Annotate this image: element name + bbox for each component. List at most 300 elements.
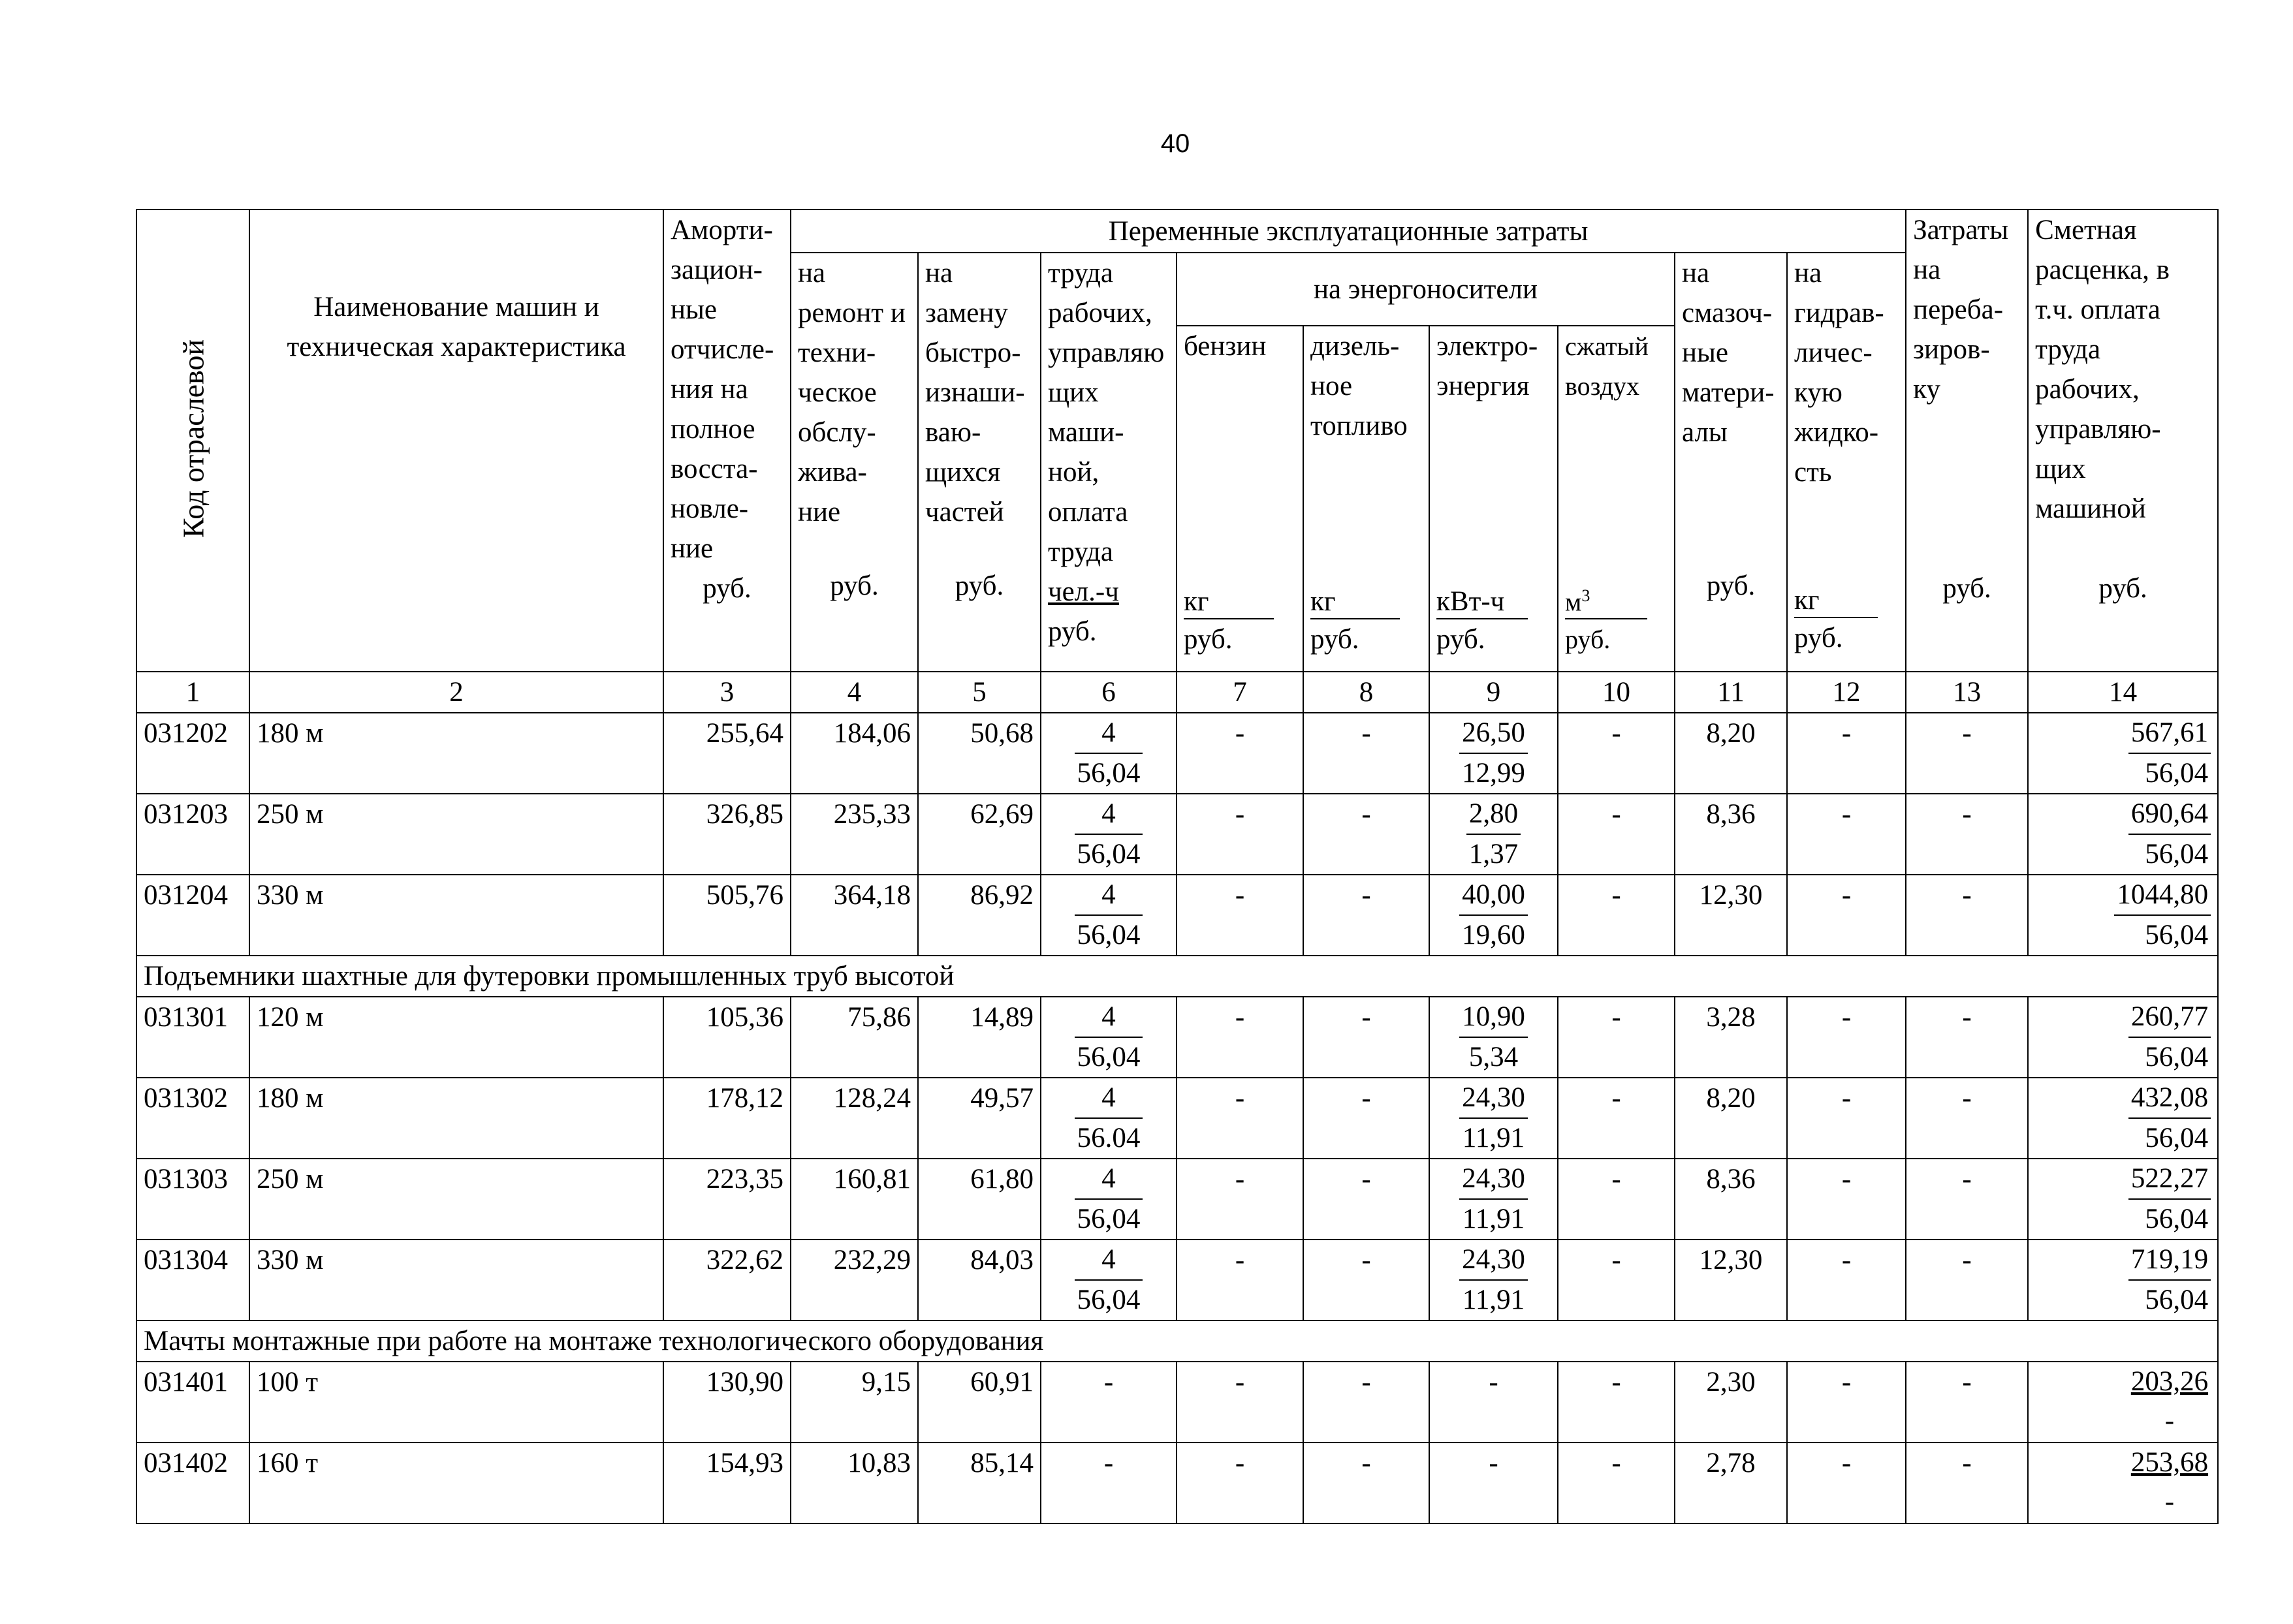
row-estimate-top: 203,26	[2130, 1366, 2209, 1397]
header-air-unit-top: $м^3$	[1565, 580, 1647, 619]
row-name: 180 м	[249, 1078, 663, 1159]
labor-line: управляю	[1048, 337, 1165, 368]
table-body	[136, 713, 2218, 1523]
header-hydraulic-unit-top: кг	[1794, 584, 1878, 618]
table-row	[136, 875, 2218, 956]
header-code	[136, 210, 249, 672]
column-index: 13	[1906, 672, 2028, 713]
row-gasoline: -	[1177, 875, 1303, 956]
row-labor	[1041, 875, 1177, 956]
row-amortization: 154,93	[663, 1443, 791, 1523]
est-line: машиной	[2035, 493, 2146, 524]
row-repair: 184,06	[791, 713, 918, 794]
row-estimate-bottom: -	[2164, 1405, 2175, 1436]
row-electric-top: 40,00	[1459, 875, 1528, 916]
row-labor-top: 4	[1075, 794, 1143, 835]
row-labor-bottom: 56,04	[1077, 920, 1141, 950]
table-header	[136, 210, 2218, 672]
row-repair: 10,83	[791, 1443, 918, 1523]
diesel-line: дизель-	[1310, 331, 1400, 362]
table-row	[136, 794, 2218, 875]
row-hydraulic: -	[1787, 794, 1906, 875]
row-electric-top: 26,50	[1459, 713, 1528, 754]
column-index: 10	[1558, 672, 1675, 713]
row-diesel: -	[1303, 875, 1429, 956]
row-amortization: 130,90	[663, 1362, 791, 1443]
column-index: 11	[1675, 672, 1787, 713]
lub-line: на	[1682, 258, 1710, 289]
header-electric-unit-bottom: руб.	[1436, 624, 1485, 655]
reloc-line: Затраты	[1913, 215, 2009, 245]
diesel-line: топливо	[1310, 411, 1408, 441]
row-gasoline: -	[1177, 713, 1303, 794]
parts-line: быстро-	[925, 337, 1021, 368]
row-labor-top: 4	[1075, 997, 1143, 1038]
reloc-line: ку	[1913, 374, 1940, 405]
header-lubricants-text	[1682, 253, 1780, 452]
row-electric-bottom: 5,34	[1468, 1042, 1519, 1072]
row-parts: 49,57	[918, 1078, 1041, 1159]
page-number: 40	[1160, 129, 1190, 158]
header-labor	[1041, 253, 1177, 672]
amort-line: восста-	[671, 454, 758, 484]
header-repair-text	[798, 253, 911, 532]
row-air: -	[1558, 997, 1675, 1078]
row-electric-bottom: 1,37	[1468, 839, 1519, 869]
row-electric-top: 24,30	[1459, 1078, 1528, 1119]
est-line: расценка, в	[2035, 255, 2170, 285]
table-row	[136, 1078, 2218, 1159]
row-name: 250 м	[249, 1159, 663, 1240]
row-relocation: -	[1906, 1240, 2028, 1320]
row-name: 100 т	[249, 1362, 663, 1443]
row-estimate-bottom: 56,04	[2145, 1042, 2209, 1072]
row-lubricants: 12,30	[1675, 1240, 1787, 1320]
header-hydraulic	[1787, 253, 1906, 672]
row-parts: 85,14	[918, 1443, 1041, 1523]
amort-line: зацион-	[671, 255, 763, 285]
row-labor-top: 4	[1075, 875, 1143, 916]
table-row	[136, 1362, 2218, 1443]
header-electric-unit-top: кВт-ч	[1436, 586, 1528, 619]
amort-line: ние	[671, 533, 714, 564]
row-estimate	[2028, 794, 2218, 875]
row-electric-bottom: 19,60	[1462, 920, 1525, 950]
row-lubricants: 2,30	[1675, 1362, 1787, 1443]
row-electric	[1429, 1240, 1558, 1320]
cost-table	[136, 209, 2219, 1524]
row-hydraulic: -	[1787, 997, 1906, 1078]
row-lubricants: 12,30	[1675, 875, 1787, 956]
row-name: 120 м	[249, 997, 663, 1078]
header-repair-unit: руб.	[830, 570, 879, 601]
column-index: 4	[791, 672, 918, 713]
row-parts: 14,89	[918, 997, 1041, 1078]
row-estimate	[2028, 1159, 2218, 1240]
row-amortization: 322,62	[663, 1240, 791, 1320]
row-air: -	[1558, 1240, 1675, 1320]
row-diesel: -	[1303, 997, 1429, 1078]
row-electric-bottom: 11,91	[1462, 1204, 1525, 1234]
row-labor-bottom: 56,04	[1077, 1042, 1141, 1072]
header-parts	[918, 253, 1041, 672]
row-labor	[1041, 794, 1177, 875]
row-amortization: 326,85	[663, 794, 791, 875]
amort-line: ния на	[671, 374, 748, 405]
row-relocation: -	[1906, 1443, 2028, 1523]
row-lubricants: 3,28	[1675, 997, 1787, 1078]
row-relocation: -	[1906, 875, 2028, 956]
header-diesel-unit-bottom: руб.	[1310, 624, 1359, 655]
row-estimate	[2028, 1443, 2218, 1523]
header-hydraulic-text	[1794, 253, 1899, 492]
column-index: 12	[1787, 672, 1906, 713]
row-estimate-top: 432,08	[2128, 1078, 2211, 1119]
row-parts: 84,03	[918, 1240, 1041, 1320]
row-hydraulic: -	[1787, 1240, 1906, 1320]
column-index: 9	[1429, 672, 1558, 713]
row-electric-bottom: 11,91	[1462, 1285, 1525, 1315]
row-hydraulic: -	[1787, 1443, 1906, 1523]
row-gasoline: -	[1177, 1159, 1303, 1240]
row-parts: 50,68	[918, 713, 1041, 794]
repair-line: техни-	[798, 337, 876, 368]
column-index: 7	[1177, 672, 1303, 713]
est-line: рабочих,	[2035, 374, 2140, 405]
row-lubricants: 8,36	[1675, 794, 1787, 875]
hyd-line: сть	[1794, 457, 1832, 488]
table-row	[136, 713, 2218, 794]
row-electric: -	[1429, 1443, 1558, 1523]
header-energy: на энергоносители	[1177, 253, 1675, 326]
row-diesel: -	[1303, 1159, 1429, 1240]
column-index: 1	[136, 672, 249, 713]
parts-line: щихся	[925, 457, 1001, 488]
row-code: 031204	[136, 875, 249, 956]
row-amortization: 223,35	[663, 1159, 791, 1240]
row-estimate-bottom: 56,04	[2145, 1285, 2209, 1315]
row-lubricants: 8,36	[1675, 1159, 1787, 1240]
row-air: -	[1558, 1078, 1675, 1159]
repair-line: обслу-	[798, 417, 876, 448]
header-electric-text	[1436, 326, 1551, 406]
row-amortization: 178,12	[663, 1078, 791, 1159]
repair-line: ние	[798, 497, 841, 527]
reloc-line: на	[1913, 255, 1941, 285]
amort-line: полное	[671, 414, 755, 445]
row-estimate-top: 522,27	[2128, 1159, 2211, 1200]
row-labor	[1041, 1240, 1177, 1320]
section-title: Подъемники шахтные для футеровки промышленных труб высотой	[136, 956, 2218, 997]
section-row	[136, 1320, 2218, 1362]
row-estimate-bottom: 56,04	[2145, 920, 2209, 950]
row-repair: 160,81	[791, 1159, 918, 1240]
row-relocation: -	[1906, 713, 2028, 794]
row-hydraulic: -	[1787, 1362, 1906, 1443]
row-relocation: -	[1906, 1159, 2028, 1240]
lub-line: ные	[1682, 337, 1728, 368]
row-electric-top: 24,30	[1459, 1159, 1528, 1200]
repair-line: на	[798, 258, 826, 289]
header-variable-costs: Переменные эксплуатационные затраты	[791, 210, 1906, 253]
row-estimate-bottom: 56,04	[2145, 758, 2209, 789]
row-hydraulic: -	[1787, 713, 1906, 794]
row-labor	[1041, 997, 1177, 1078]
row-electric	[1429, 794, 1558, 875]
row-air: -	[1558, 1362, 1675, 1443]
header-estimate	[2028, 210, 2218, 672]
parts-line: изнаши-	[925, 377, 1025, 408]
est-line: т.ч. оплата	[2035, 294, 2160, 325]
row-labor-bottom: 56,04	[1077, 1285, 1141, 1315]
row-relocation: -	[1906, 997, 2028, 1078]
elec-line: энергия	[1436, 371, 1530, 401]
row-estimate-top: 1044,80	[2114, 875, 2211, 916]
table-row	[136, 1240, 2218, 1320]
column-index: 5	[918, 672, 1041, 713]
row-diesel: -	[1303, 1443, 1429, 1523]
row-labor: -	[1041, 1362, 1177, 1443]
row-repair: 75,86	[791, 997, 918, 1078]
row-labor-bottom: 56,04	[1077, 839, 1141, 869]
row-estimate-bottom: -	[2164, 1486, 2175, 1517]
section-title: Мачты монтажные при работе на монтаже технологического оборудования	[136, 1320, 2218, 1362]
row-diesel: -	[1303, 794, 1429, 875]
column-index: 2	[249, 672, 663, 713]
column-index: 6	[1041, 672, 1177, 713]
est-line: управляю-	[2035, 414, 2161, 445]
row-repair: 235,33	[791, 794, 918, 875]
row-code: 031202	[136, 713, 249, 794]
row-air: -	[1558, 1159, 1675, 1240]
header-amortization	[663, 210, 791, 672]
row-name: 180 м	[249, 713, 663, 794]
row-diesel: -	[1303, 1240, 1429, 1320]
column-index-row	[136, 672, 2218, 713]
column-index: 8	[1303, 672, 1429, 713]
row-code: 031303	[136, 1159, 249, 1240]
row-parts: 86,92	[918, 875, 1041, 956]
row-electric	[1429, 1078, 1558, 1159]
row-labor	[1041, 1159, 1177, 1240]
row-estimate-top: 719,19	[2128, 1240, 2211, 1281]
table-row	[136, 997, 2218, 1078]
amort-line: новле-	[671, 493, 749, 524]
row-labor	[1041, 713, 1177, 794]
header-diesel-text	[1310, 326, 1422, 446]
row-parts: 60,91	[918, 1362, 1041, 1443]
hyd-line: на	[1794, 258, 1822, 289]
row-code: 031401	[136, 1362, 249, 1443]
row-estimate	[2028, 875, 2218, 956]
lub-line: смазоч-	[1682, 298, 1773, 328]
row-lubricants: 8,20	[1675, 1078, 1787, 1159]
row-diesel: -	[1303, 1078, 1429, 1159]
header-parts-text	[925, 253, 1034, 532]
row-hydraulic: -	[1787, 1078, 1906, 1159]
row-diesel: -	[1303, 713, 1429, 794]
row-labor-top: 4	[1075, 713, 1143, 754]
row-electric: -	[1429, 1362, 1558, 1443]
row-gasoline: -	[1177, 1240, 1303, 1320]
row-estimate-bottom: 56,04	[2145, 1123, 2209, 1153]
header-amortization-text	[671, 210, 783, 569]
row-amortization: 105,36	[663, 997, 791, 1078]
row-estimate	[2028, 1078, 2218, 1159]
row-parts: 61,80	[918, 1159, 1041, 1240]
amort-line: ные	[671, 294, 717, 325]
row-repair: 232,29	[791, 1240, 918, 1320]
row-labor-top: 4	[1075, 1078, 1143, 1119]
row-electric-top: 24,30	[1459, 1240, 1528, 1281]
row-lubricants: 2,78	[1675, 1443, 1787, 1523]
table-row	[136, 1443, 2218, 1523]
row-gasoline: -	[1177, 1443, 1303, 1523]
row-hydraulic: -	[1787, 1159, 1906, 1240]
header-labor-unit-bottom: руб.	[1048, 616, 1097, 647]
labor-line: ной,	[1048, 457, 1099, 488]
hyd-line: кую	[1794, 377, 1842, 408]
labor-line: труда	[1048, 258, 1114, 289]
row-code: 031203	[136, 794, 249, 875]
row-estimate-top: 690,64	[2128, 794, 2211, 835]
column-index-row	[136, 672, 2218, 713]
row-air: -	[1558, 875, 1675, 956]
lub-line: алы	[1682, 417, 1728, 448]
row-labor: -	[1041, 1443, 1177, 1523]
row-relocation: -	[1906, 1078, 2028, 1159]
row-labor-bottom: 56,04	[1077, 1204, 1141, 1234]
repair-line: ремонт и	[798, 298, 906, 328]
row-air: -	[1558, 1443, 1675, 1523]
header-gasoline	[1177, 326, 1303, 672]
header-relocation-text	[1913, 210, 2021, 409]
row-electric-top: 10,90	[1459, 997, 1528, 1038]
elec-line: электро-	[1436, 331, 1538, 362]
row-parts: 62,69	[918, 794, 1041, 875]
header-gasoline-text: бензин	[1184, 331, 1267, 362]
row-hydraulic: -	[1787, 875, 1906, 956]
est-line: труда	[2035, 334, 2101, 365]
row-repair: 9,15	[791, 1362, 918, 1443]
header-diesel-unit-top: кг	[1310, 586, 1400, 619]
header-hydraulic-unit-bottom: руб.	[1794, 623, 1843, 653]
row-name: 160 т	[249, 1443, 663, 1523]
row-repair: 364,18	[791, 875, 918, 956]
row-lubricants: 8,20	[1675, 713, 1787, 794]
labor-line: труда	[1048, 537, 1114, 567]
repair-line: ческое	[798, 377, 877, 408]
header-labor-unit-top: чел.-ч	[1048, 576, 1119, 607]
est-line: щих	[2035, 454, 2086, 484]
amort-line: Аморти-	[671, 215, 773, 245]
row-relocation: -	[1906, 794, 2028, 875]
row-labor-top: 4	[1075, 1159, 1143, 1200]
parts-line: ваю-	[925, 417, 981, 448]
row-estimate-bottom: 56,04	[2145, 1204, 2209, 1234]
row-electric	[1429, 1159, 1558, 1240]
amort-line: отчисле-	[671, 334, 774, 365]
column-index: 14	[2028, 672, 2218, 713]
reloc-line: переба-	[1913, 294, 2004, 325]
header-code-label: Код отраслевой	[176, 339, 210, 539]
row-amortization: 505,76	[663, 875, 791, 956]
air-line: воздух	[1565, 371, 1640, 401]
column-index: 3	[663, 672, 791, 713]
row-estimate-top: 567,61	[2128, 713, 2211, 754]
header-estimate-text	[2035, 210, 2211, 529]
row-estimate-top: 260,77	[2128, 997, 2211, 1038]
row-electric-bottom: 12,99	[1462, 758, 1525, 789]
labor-line: оплата	[1048, 497, 1128, 527]
row-amortization: 255,64	[663, 713, 791, 794]
row-air: -	[1558, 713, 1675, 794]
header-gasoline-unit-bottom: руб.	[1184, 624, 1233, 655]
row-estimate	[2028, 713, 2218, 794]
row-electric	[1429, 713, 1558, 794]
hyd-line: гидрав-	[1794, 298, 1884, 328]
row-gasoline: -	[1177, 794, 1303, 875]
row-labor-top: 4	[1075, 1240, 1143, 1281]
diesel-line: ное	[1310, 371, 1353, 401]
row-name: 330 м	[249, 875, 663, 956]
header-name-line2: техническая характеристика	[287, 332, 626, 362]
reloc-line: зиров-	[1913, 334, 1990, 365]
row-electric	[1429, 997, 1558, 1078]
row-name: 250 м	[249, 794, 663, 875]
header-name	[249, 210, 663, 672]
labor-line: рабочих,	[1048, 298, 1152, 328]
row-estimate-top: 253,68	[2130, 1447, 2209, 1478]
row-name: 330 м	[249, 1240, 663, 1320]
parts-line: частей	[925, 497, 1004, 527]
header-diesel	[1303, 326, 1429, 672]
row-gasoline: -	[1177, 1078, 1303, 1159]
header-lubricants-unit: руб.	[1706, 570, 1756, 601]
header-parts-unit: руб.	[955, 570, 1004, 601]
table-row	[136, 1159, 2218, 1240]
row-estimate	[2028, 997, 2218, 1078]
air-line: сжатый	[1565, 332, 1649, 361]
header-relocation-unit: руб.	[1942, 573, 1991, 604]
row-relocation: -	[1906, 1362, 2028, 1443]
row-estimate	[2028, 1362, 2218, 1443]
header-air-unit-bottom: руб.	[1565, 625, 1611, 654]
parts-line: замену	[925, 298, 1008, 328]
hyd-line: личес-	[1794, 337, 1873, 368]
header-estimate-unit: руб.	[2098, 573, 2147, 604]
header-repair	[791, 253, 918, 672]
row-electric	[1429, 875, 1558, 956]
header-gasoline-unit-top: кг	[1184, 586, 1274, 619]
row-labor-bottom: 56.04	[1077, 1123, 1141, 1153]
header-relocation	[1906, 210, 2028, 672]
header-air-text	[1565, 326, 1668, 406]
row-gasoline: -	[1177, 997, 1303, 1078]
lub-line: матери-	[1682, 377, 1775, 408]
row-air: -	[1558, 794, 1675, 875]
row-electric-top: 2,80	[1466, 794, 1521, 835]
row-code: 031402	[136, 1443, 249, 1523]
header-lubricants	[1675, 253, 1787, 672]
row-labor	[1041, 1078, 1177, 1159]
header-amortization-unit: руб.	[703, 573, 751, 604]
row-code: 031301	[136, 997, 249, 1078]
row-estimate	[2028, 1240, 2218, 1320]
header-electric	[1429, 326, 1558, 672]
row-diesel: -	[1303, 1362, 1429, 1443]
row-code: 031304	[136, 1240, 249, 1320]
